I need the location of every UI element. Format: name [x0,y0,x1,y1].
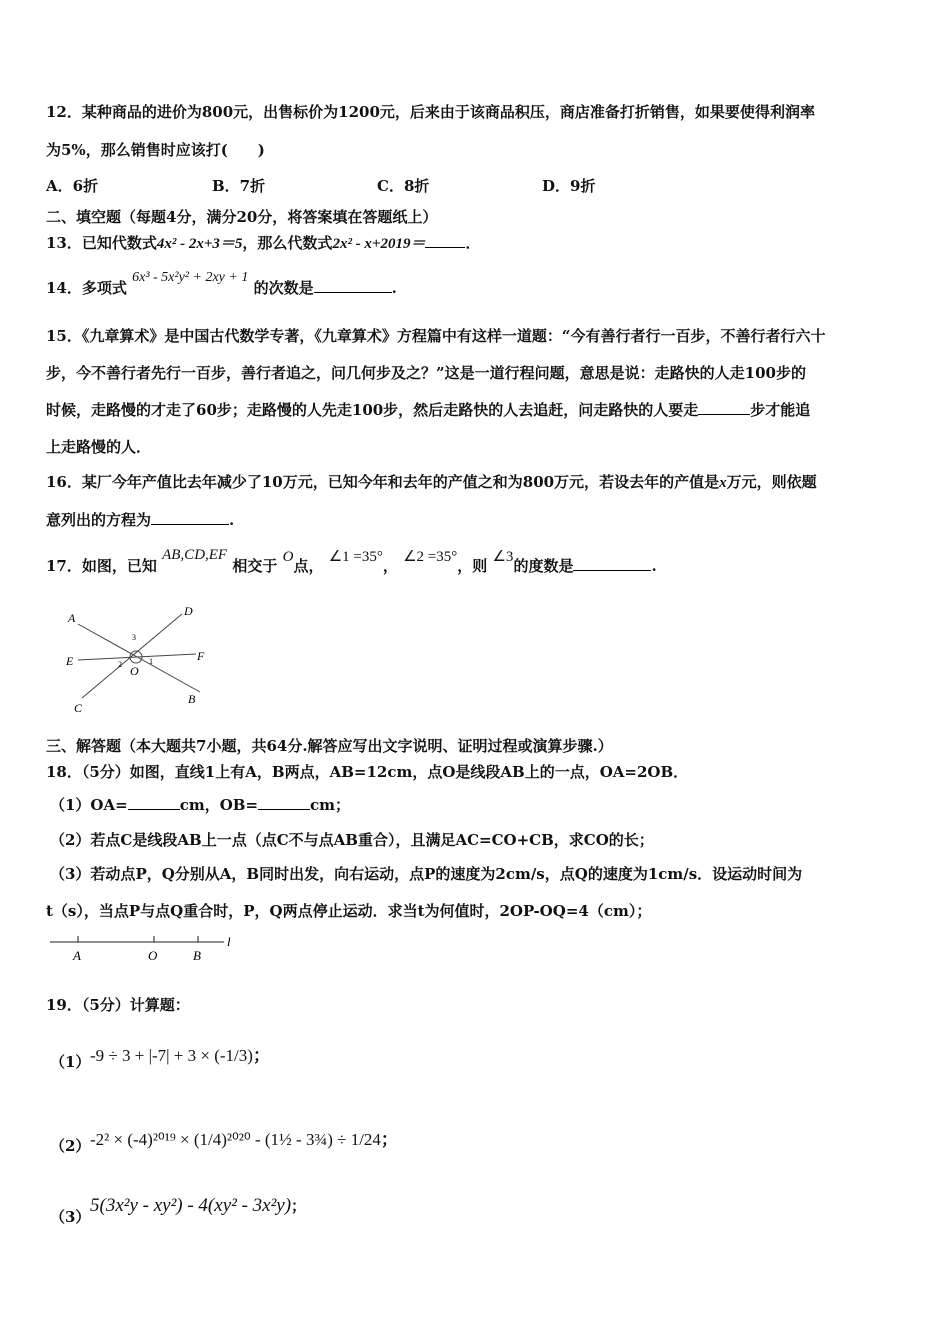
q18-p1: （1）OA= [50,796,128,814]
section3-heading: 三、解答题（本大题共7小题，共64分.解答应写出文字说明、证明过程或演算步骤.） [46,737,613,755]
q16-var: x [719,475,727,491]
q13-answer-blank [425,233,465,248]
q14 [46,270,397,300]
q19-item2-expr [90,1125,398,1150]
q17-angle3: ∠3 [492,549,514,565]
q15-line3a: 时候，走路慢的才走了60步；走路慢的人先走100步，然后走路快的人去追赶，问走路快的人要走 [46,401,699,419]
q18-part3b: t（s），当点P与点Q重合时，P，Q两点停止运动．求当t为何值时，2OP-OQ=4（cm）； [46,902,652,920]
q14-end: . [391,279,397,297]
q13-prefix: 13．已知代数式 [46,234,157,252]
q15-answer-blank [698,400,750,415]
q17-mid2: 点， [293,557,324,575]
q12-choice-c: C．8折 [377,177,430,195]
q16-end: . [229,511,235,529]
q15-line4: 上走路慢的人． [46,438,152,456]
label-o: O [130,664,139,678]
q18-part1 [50,795,350,815]
q12-line1: 12．某种商品的进价为800元，出售标价为1200元，后来由于该商品积压，商店准备打折销售，如果要使得利润率 [46,103,815,121]
q19-item1-end: ； [252,1046,270,1066]
q15-line3 [46,400,810,420]
q13-expr1: 4x² - 2x+3＝5 [156,236,243,252]
label-angle-3: 3 [132,633,136,642]
q17-angle2: ∠2 =35° [403,549,458,565]
q16-answer-blank [151,510,229,525]
q17-angle1: ∠1 =35° [328,549,383,565]
q19-item1-expr-text: -9 ÷ 3 + |-7| + 3 × (-1/3) [90,1046,253,1065]
q19-item2-label: （2） [50,1137,91,1155]
q18-p1b: cm，OB= [179,796,259,814]
line-cd [82,614,182,698]
q13-mid: ，那么代数式 [242,234,333,252]
q14-suffix: 的次数是 [253,279,314,297]
q12-choice-d: D．9折 [542,177,596,195]
q17-answer-blank [573,556,651,571]
q12-choice-a: A．6折 [46,177,99,195]
q14-expr: 6x³ - 5x²y² + 2xy + 1 [132,270,249,285]
q12-line2: 为5%，那么销售时应该打( ) [46,141,265,159]
q19-item1-label: （1） [50,1053,91,1071]
label-d: D [184,604,193,618]
q14-answer-blank [314,278,392,293]
q19-item1-expr [90,1041,270,1066]
q17-mid1: 相交于 [232,557,278,575]
q15-line2: 步，今不善行者先行一百步，善行者追之，问几何步及之？”这是一道行程问题，意思是说：走路快的人走100步的 [46,364,806,382]
q19-item3-expr [90,1195,306,1217]
q16-line2 [46,510,234,530]
q18-ob-blank [258,795,310,810]
label-a: A [68,611,76,625]
q12-choice-b: B．7折 [212,177,266,195]
q17: 17．如图，已知 AB,CD,EF 相交于 O点， ∠1 =35°， ∠2 =35°，则 ∠3的度数是 . [46,547,657,575]
q19-item2-end: ； [380,1130,398,1150]
q18-part3a: （3）若动点P，Q分别从A，B同时出发，向右运动，点P的速度为2cm/s，点Q的速度为1cm/s．设运动时间为 [50,865,803,883]
q18-oa-blank [128,795,180,810]
q13 [46,233,481,254]
q18-part2: （2）若点C是线段AB上一点（点C不与点AB重合），且满足AC=CO+CB，求CO的长； [50,831,654,849]
q19-item3-end: ； [291,1197,307,1215]
line-ef [78,654,196,660]
section2-heading: 二、填空题（每题4分，满分20分，将答案填在答题纸上） [46,208,438,226]
q17-suffix: 的度数是 [513,557,574,575]
label-angle-1: 1 [149,657,153,666]
q19-item3-label: （3） [50,1208,91,1226]
q16-line1a: 16．某厂今年产值比去年减少了10万元，已知今年和去年的产值之和为800万元，若设去年的产值是 [46,473,720,491]
q19-item2-expr-text: -2² × (-4)²⁰¹⁹ × (1/4)²⁰²⁰ - (1½ - 3¾) ÷ 1/24 [90,1130,381,1149]
q17-lines: AB,CD,EF [162,547,228,563]
q17-end: . [651,557,657,575]
axis-label-o: O [148,948,158,963]
q16-line1 [46,472,817,493]
label-c: C [74,701,83,715]
label-angle-2: 2 [118,660,122,669]
axis-label-l: l [227,934,231,949]
q13-suffix: ． [465,234,481,252]
q14-prefix: 14．多项式 [46,279,127,297]
q15-line3b: 步才能追 [750,401,811,419]
q18-number-line [46,930,246,966]
q18-stem: 18．（5分）如图，直线1上有A，B两点，AB=12cm，点O是线段AB上的一点，OA=2OB． [46,763,689,781]
q19-stem: 19．（5分）计算题： [46,996,190,1014]
axis-label-b: B [193,948,201,963]
q17-prefix: 17．如图，已知 [46,557,157,575]
line-ab [78,624,200,692]
label-e: E [66,654,74,668]
q17-point: O [282,549,294,565]
label-b: B [188,692,196,706]
q19-item3-expr-text: 5(3x²y - xy²) - 4(xy² - 3x²y) [90,1195,292,1216]
q13-expr2: 2x² - x+2019＝ [332,236,426,252]
axis-label-a: A [73,948,81,963]
q17-mid3: ，则 [457,557,488,575]
q18-p1c: cm； [310,796,351,814]
q16-line2-text: 意列出的方程为 [46,511,152,529]
q16-line1b: 万元，则依题 [726,473,817,491]
label-f: F [197,649,205,663]
q17-figure [60,600,220,720]
q15-line1: 15．《九章算术》是中国古代数学专著，《九章算术》方程篇中有这样一道题：“今有善行者行一百步，不善行者行六十 [46,327,826,345]
